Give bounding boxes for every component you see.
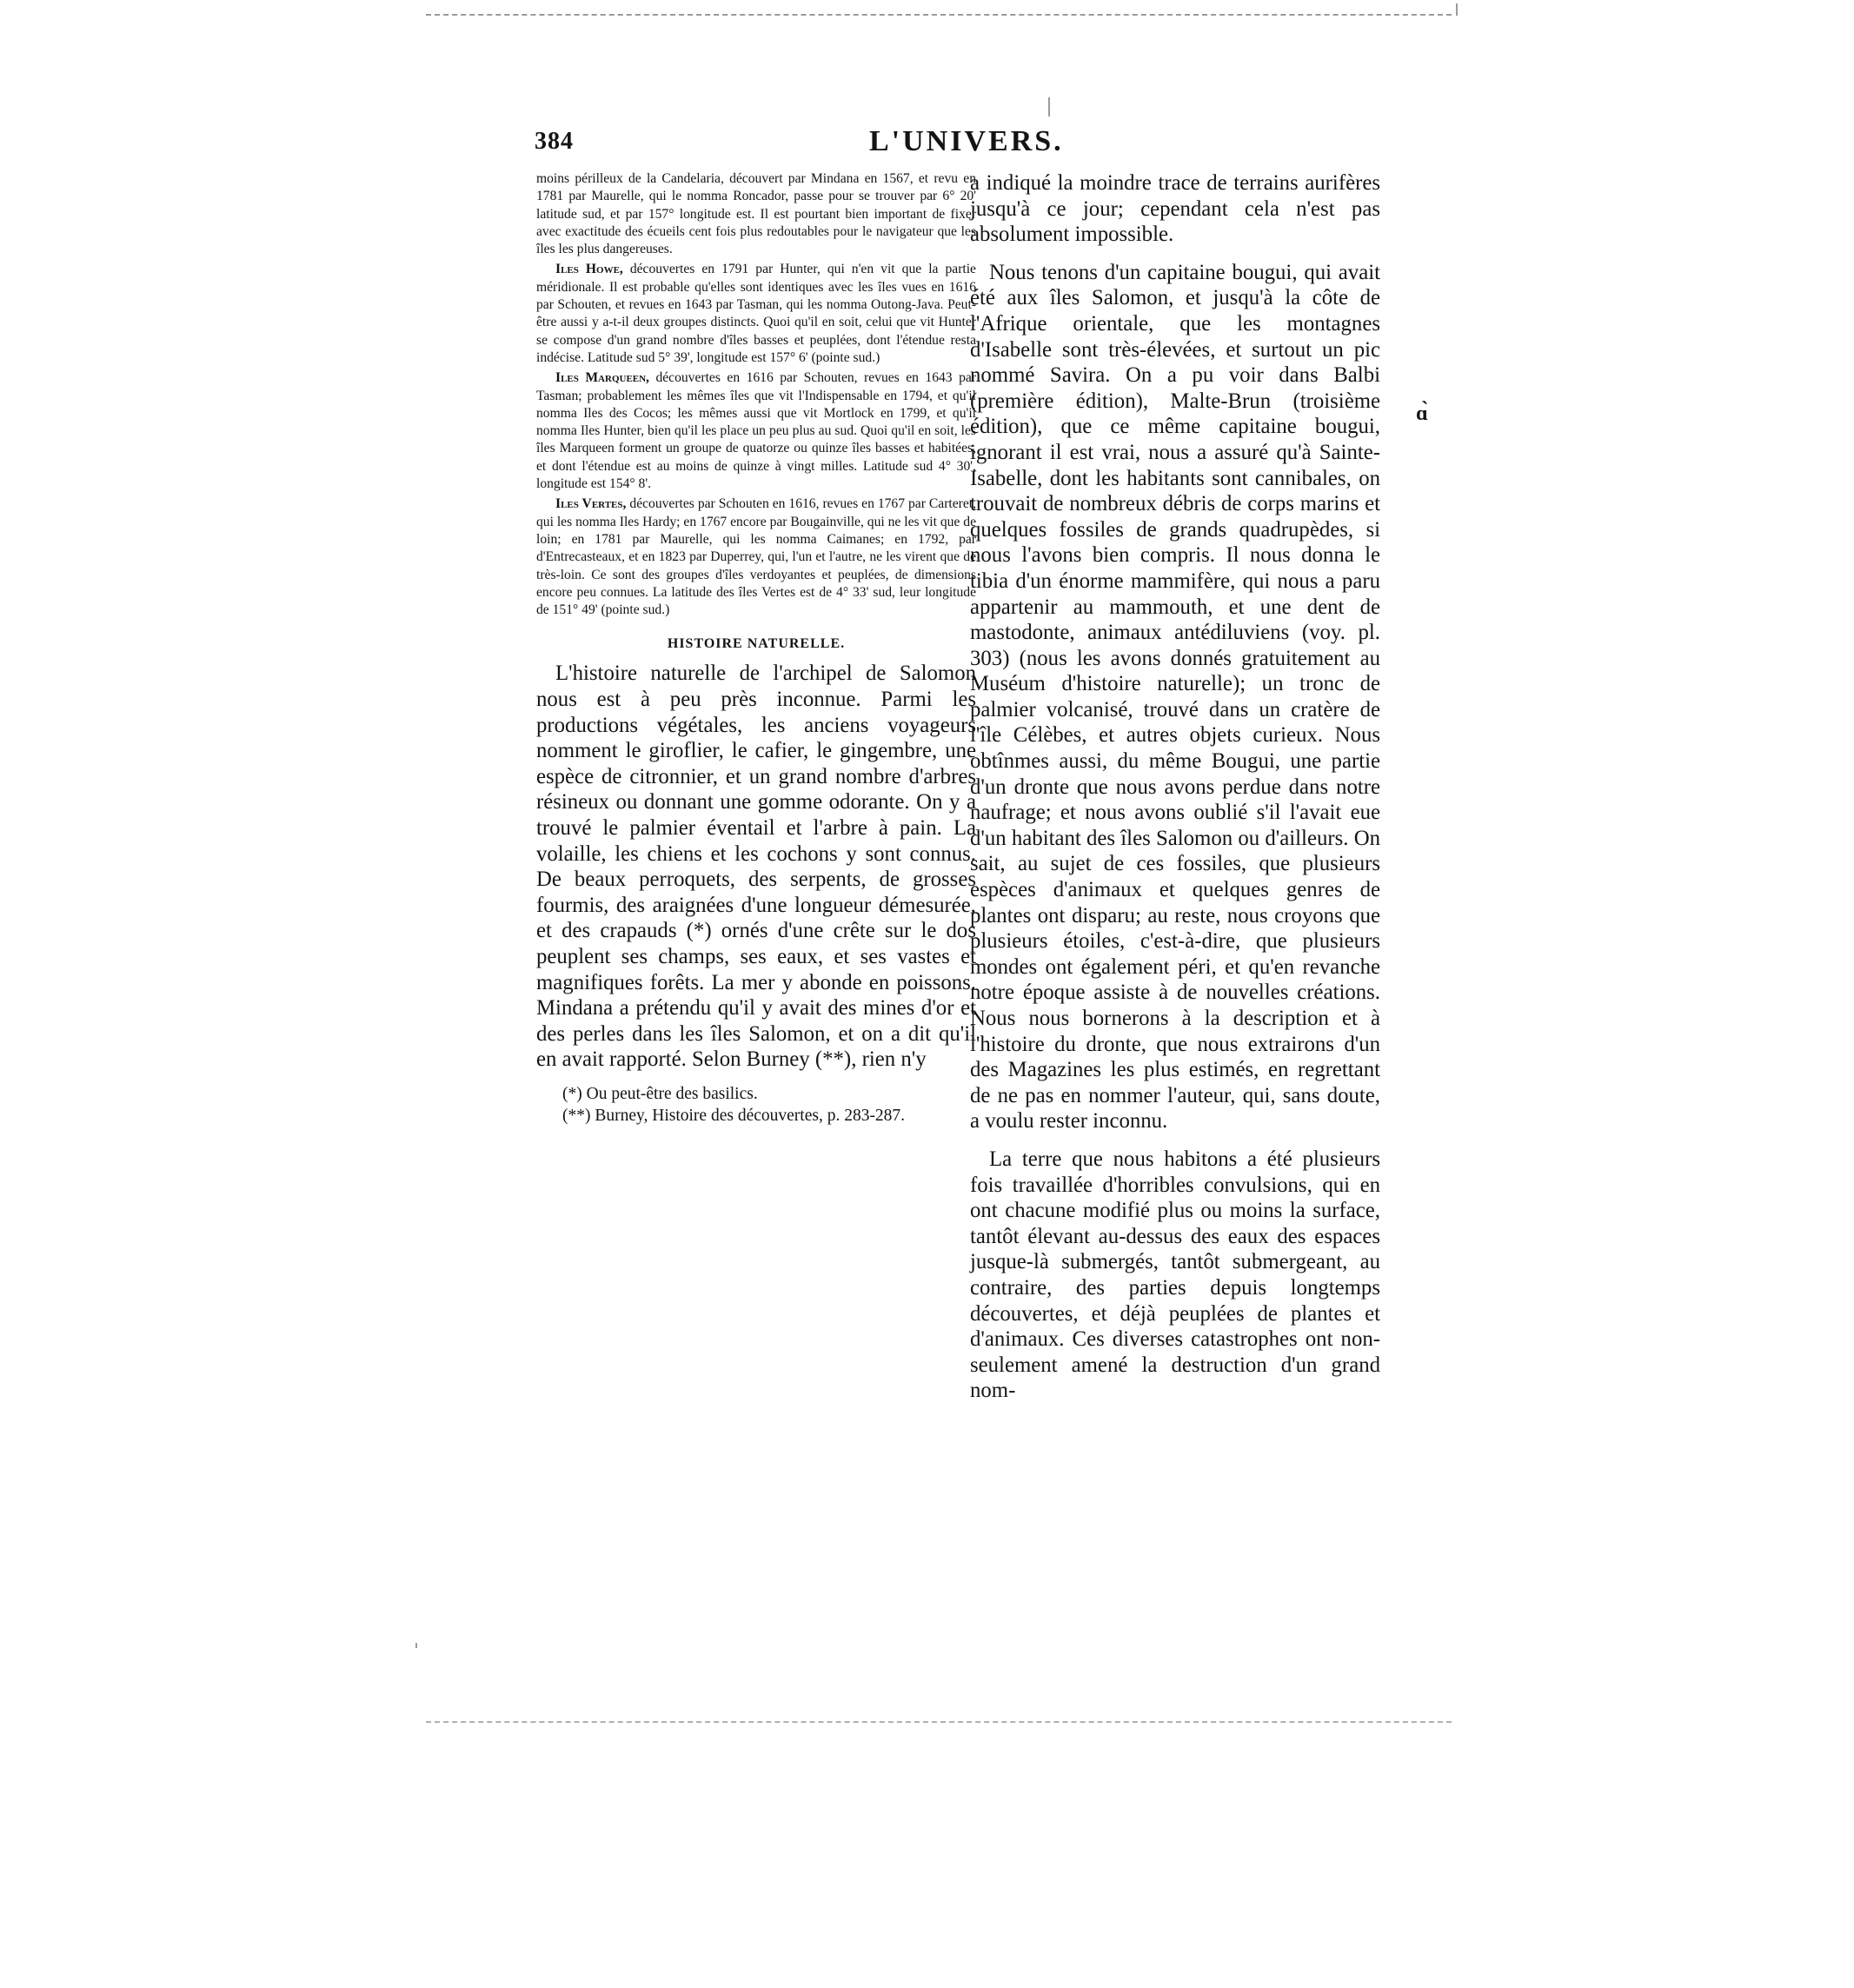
stray-ink-mark: ɑ̀: [1416, 402, 1428, 425]
left-column: [536, 170, 976, 1127]
small-paragraph: [536, 261, 976, 367]
paragraph-lead: Iles Howe,: [555, 262, 623, 277]
small-paragraph: [536, 495, 976, 619]
footnote: (**) Burney, Histoire des découvertes, p. 283-287.: [562, 1107, 906, 1126]
paragraph-text: découvertes par Schouten en 1616, revues en 1767 par Carteret, qui les nomma Iles Hardy; en 1767 encore par Bougainville, qui ne les vit que de loin; en 1781 par Maurelle, qui les nomma Caimanes; en 1792, par d'Entrecasteaux, et en 1823 par Duperrey, qui, l'un et l'autre, ne les virent que de très-loin. Ce sont des groupes d'îles verdoyantes et peuplées, de dimensions encore peu connues. La latitude des îles Vertes est de 4° 33' sud, leur longitude de 151° 49' (pointe sud.): [536, 496, 976, 618]
paragraph-text: découvertes en 1616 par Schouten, revues en 1643 par Tasman; probablement les mêmes îles que vit l'Indispensable en 1794, et qu'il nomma Iles des Cocos; les mêmes aussi que vit Mortlock en 1799, et qu'il nomma Iles Hunter, bien qu'il les place un peu plus au sud. Quoi qu'il en soit, les îles Marqueen forment un groupe de quatorze ou quinze îles basses et habitées, et dont l'étendue est au moins de quinze à vingt milles. Latitude sud 4° 30', longitude est 154° 8'.: [536, 370, 976, 492]
scan-edge-top: [426, 14, 1452, 16]
small-paragraph: [536, 369, 976, 493]
main-paragraph: L'histoire naturelle de l'archipel de Salomon nous est à peu près inconnue. Parmi les productions végétales, les anciens voyageurs nomment le giroflier, le cafier, le gingembre, une espèce de citronnier, et un grand nombre d'arbres résineux ou donnant une gomme odorante. On y a trouvé le palmier éventail et l'arbre à pain. La volaille, les chiens et les cochons y sont connus. De beaux perroquets, des serpents, de grosses fourmis, des araignées d'une longueur démesurée, et des crapauds (*) ornés d'une crête sur le dos peuplent ses champs, ses eaux, et ses vastes et magnifiques forêts. La mer y abonde en poissons. Mindana a prétendu qu'il y avait des mines d'or et des perles dans les îles Salomon, et on a dit qu'il en avait rapporté. Selon Burney (**), rien n'y: [536, 662, 976, 1072]
scan-mark: [415, 1643, 417, 1648]
page-number: 384: [535, 128, 574, 155]
footnotes: [536, 1083, 976, 1127]
running-title: L'UNIVERS.: [869, 125, 1064, 157]
paragraph-text: découvertes en 1791 par Hunter, qui n'en vit que la partie méridionale. Il est probable qu'elles sont identiques avec les îles vues en 1616 par Schouten, et revues en 1643 par Tasman, qui les nomma Outong-Java. Peut-être aussi y a-t-il deux groupes distincts. Quoi qu'il en soit, celui que vit Hunter se compose d'un grand nombre d'îles basses et peuplées, dont l'étendue resta indécise. Latitude sud 5° 39', longitude est 157° 6' (pointe sud.): [536, 262, 976, 365]
small-paragraph: [536, 170, 976, 258]
section-heading: HISTOIRE NATURELLE.: [667, 636, 846, 652]
paragraph-lead: Iles Vertes,: [555, 496, 627, 512]
right-column: [970, 170, 1380, 1404]
paragraph-lead: Iles Marqueen,: [555, 370, 649, 386]
scan-mark: [1456, 3, 1458, 16]
footnote: (*) Ou peut-être des basilics.: [562, 1084, 758, 1103]
right-paragraph: Nous tenons d'un capitaine bougui, qui avait été aux îles Salomon, et jusqu'à la côte de l'Afrique orientale, que les montagnes d'Isabelle sont très-élevées, et surtout un pic nommé Savira. On a pu voir dans Balbi (première édition), Malte-Brun (troisième édition), que ce même capitaine bougui, ignorant il est vrai, nous a assuré qu'à Sainte-Isabelle, dont les habitants sont cannibales, on trouvait de nombreux débris de corps marins et quelques fossiles de grands quadrupèdes, si nous l'avons bien compris. Il nous donna le tibia d'un énorme mammifère, qui nous a paru appartenir au mammouth, et une dent de mastodonte, animaux antédiluviens (voy. pl. 303) (nous les avons donnés gratuitement au Muséum d'histoire naturelle); un tronc de palmier volcanisé, trouvé dans un cratère de l'île Célèbes, et autres objets curieux. Nous obtînmes aussi, du même Bougui, une partie d'un dronte que nous avons perdue dans notre naufrage; et nous avons oublié s'il l'avait eue d'un habitant des îles Salomon ou d'ailleurs. On sait, au sujet de ces fossiles, que plusieurs espèces d'animaux et quelques genres de plantes ont disparu; au reste, nous croyons que plusieurs étoiles, c'est-à-dire, que plusieurs mondes ont également péri, et qu'en revanche notre époque assiste à de nouvelles créations. Nous nous bornerons à la description et à l'histoire du dronte, que nous extrairons d'un des Magazines les plus estimés, en regrettant de ne pas en nommer l'auteur, qui, sans doute, a voulu rester inconnu.: [970, 260, 1380, 1134]
paragraph-text: moins périlleux de la Candelaria, découvert par Mindana en 1567, et revu en 1781 par Maurelle, qui le nomma Roncador, passe pour se trouver par 6° 20' latitude sud, et par 157° longitude est. Il est pourtant bien important de fixer avec exactitude des écueils cent fois plus redoutables pour le navigateur que les îles les plus dangereuses.: [536, 171, 976, 257]
scan-edge-bottom: [426, 1721, 1452, 1723]
right-paragraph: a indiqué la moindre trace de terrains aurifères jusqu'à ce jour; cependant cela n'est pas absolument impossible.: [970, 171, 1380, 247]
right-paragraph: La terre que nous habitons a été plusieurs fois travaillée d'horribles convulsions, qui en ont chacune modifié plus ou moins la surface, tantôt élevant au-dessus des eaux des espaces jusque-là submergés, tantôt submergeant, au contraire, des parties depuis longtemps découvertes, et déjà peuplées de plantes et d'animaux. Ces diverses catastrophes ont non-seulement amené la destruction d'un grand nom-: [970, 1147, 1380, 1403]
scan-mark: [1048, 97, 1050, 116]
